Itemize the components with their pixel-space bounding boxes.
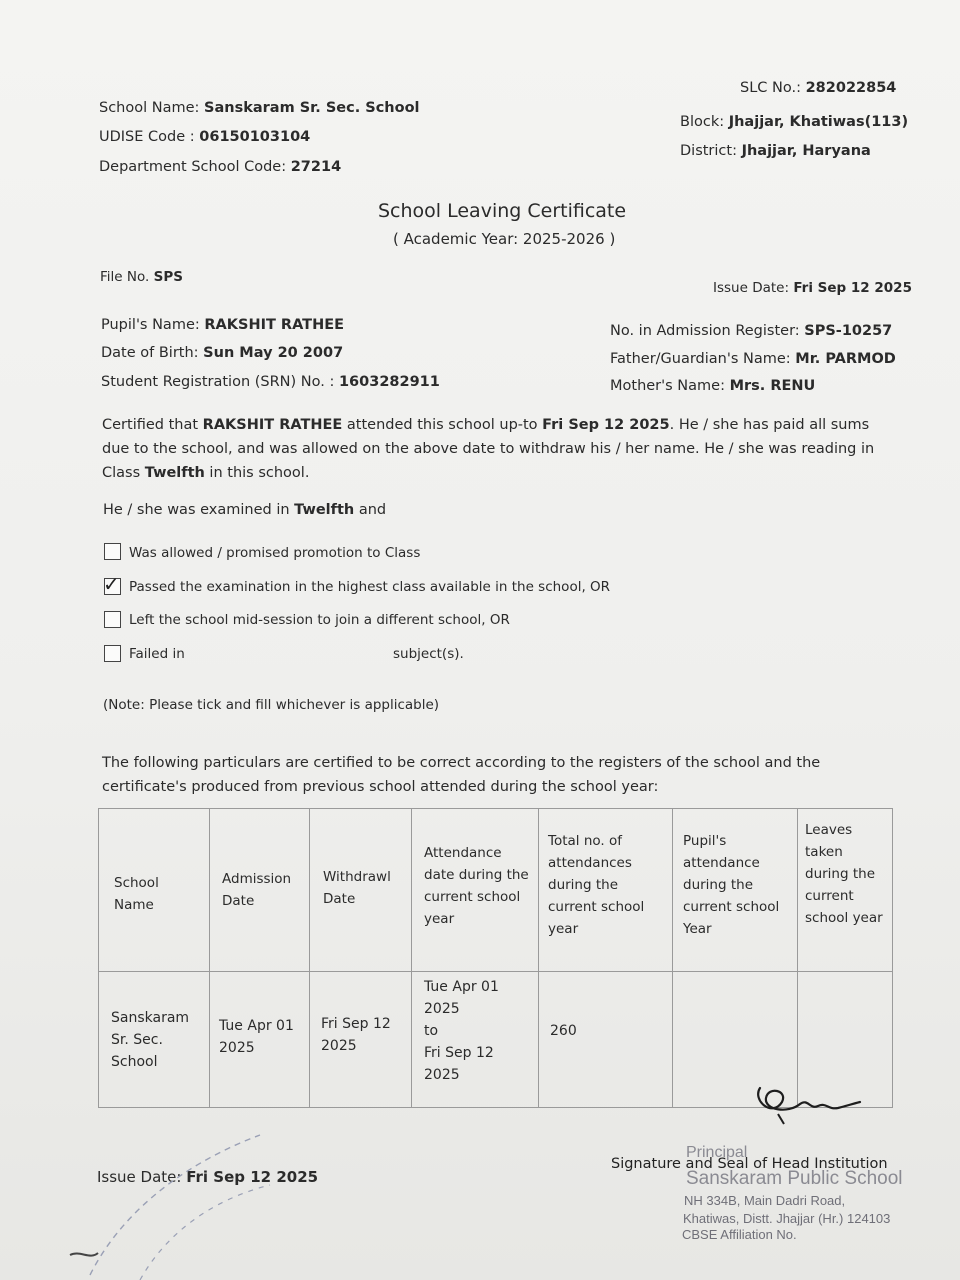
- date-of-birth: Date of Birth: Sun May 20 2007: [101, 345, 344, 361]
- principal-signature: [748, 1080, 878, 1130]
- cell-withdrawal-date: Fri Sep 12 2025: [321, 1016, 391, 1054]
- checkmark-icon: ✓: [103, 572, 120, 596]
- pupil-name: Pupil's Name: RAKSHIT RATHEE: [101, 317, 345, 333]
- seal-affiliation: CBSE Affiliation No.: [682, 1227, 797, 1242]
- school-stamp-mark: [60, 1075, 290, 1280]
- block: Block: Jhajjar, Khatiwas(113): [680, 114, 909, 130]
- seal-address-line1: NH 334B, Main Dadri Road,: [684, 1193, 846, 1208]
- cell-school-name: Sanskaram Sr. Sec. School: [111, 1010, 190, 1070]
- cell-attendance-range: Tue Apr 01 2025 to Fri Sep 12 2025: [424, 979, 499, 1083]
- father-guardian-name: Father/Guardian's Name: Mr. PARMOD: [610, 351, 896, 367]
- attendance-table: [98, 808, 893, 1108]
- option-label-failed: Failed in: [129, 646, 185, 662]
- option-label-promotion: Was allowed / promised promotion to Class: [129, 545, 421, 561]
- option-checkbox-left[interactable]: [104, 611, 121, 628]
- header-school-name: School Name: [114, 875, 159, 913]
- particulars-paragraph: The following particulars are certified to be correct according to the registers of the school and the certificate's produced from previous school attended during the school year:: [102, 755, 821, 795]
- option-label-passed: Passed the examination in the highest class available in the school, OR: [129, 579, 611, 595]
- signature-seal-label: Signature and Seal of Head Institution: [611, 1156, 888, 1172]
- option-checkbox-failed[interactable]: [104, 645, 121, 662]
- issue-date-top: Issue Date: Fri Sep 12 2025: [713, 280, 912, 296]
- header-total-attendances: Total no. of attendances during the current school year: [548, 833, 645, 937]
- seal-school-name: Sanskaram Public School: [686, 1168, 903, 1189]
- district: District: Jhajjar, Haryana: [680, 143, 871, 159]
- department-school-code: Department School Code: 27214: [99, 159, 342, 175]
- note: (Note: Please tick and fill whichever is applicable): [103, 697, 440, 713]
- option-label-left: Left the school mid-session to join a different school, OR: [129, 612, 510, 628]
- certification-paragraph: Certified that RAKSHIT RATHEE attended this school up-to Fri Sep 12 2025. He / she has paid all sums due to the school, and was allowed on the above date to withdraw his / her name. He / she was reading in Class Twelfth in this school.: [102, 417, 875, 481]
- seal-principal: Principal: [686, 1144, 748, 1161]
- admission-register-number: No. in Admission Register: SPS-10257: [610, 323, 893, 339]
- header-pupil-attendance: Pupil's attendance during the current school Year: [683, 833, 780, 937]
- mother-name: Mother's Name: Mrs. RENU: [610, 378, 816, 394]
- seal-address-line2: Khatiwas, Distt. Jhajjar (Hr.) 124103: [683, 1211, 891, 1226]
- header-leaves-taken: Leaves taken during the current school year: [805, 822, 883, 926]
- subjects-label: subject(s).: [393, 646, 464, 662]
- header-admission-date: Admission Date: [222, 871, 292, 909]
- academic-year: ( Academic Year: 2025-2026 ): [393, 230, 616, 248]
- file-number: File No. SPS: [100, 269, 183, 285]
- student-registration-number: Student Registration (SRN) No. : 1603282911: [101, 374, 440, 390]
- school-name: School Name: Sanskaram Sr. Sec. School: [99, 100, 420, 116]
- examined-statement: He / she was examined in Twelfth and: [103, 502, 387, 518]
- cell-admission-date: Tue Apr 01 2025: [219, 1018, 294, 1056]
- header-attendance-date: Attendance date during the current school year: [424, 845, 529, 927]
- slc-number: SLC No.: 282022854: [740, 80, 897, 96]
- header-withdrawal-date: Withdrawl Date: [323, 869, 391, 907]
- cell-total-attendances: 260: [550, 1023, 577, 1039]
- udise-code: UDISE Code : 06150103104: [99, 129, 311, 145]
- page-title: School Leaving Certificate: [378, 200, 627, 222]
- option-checkbox-promotion[interactable]: [104, 543, 121, 560]
- issue-date-bottom: Issue Date: Fri Sep 12 2025: [97, 1168, 319, 1186]
